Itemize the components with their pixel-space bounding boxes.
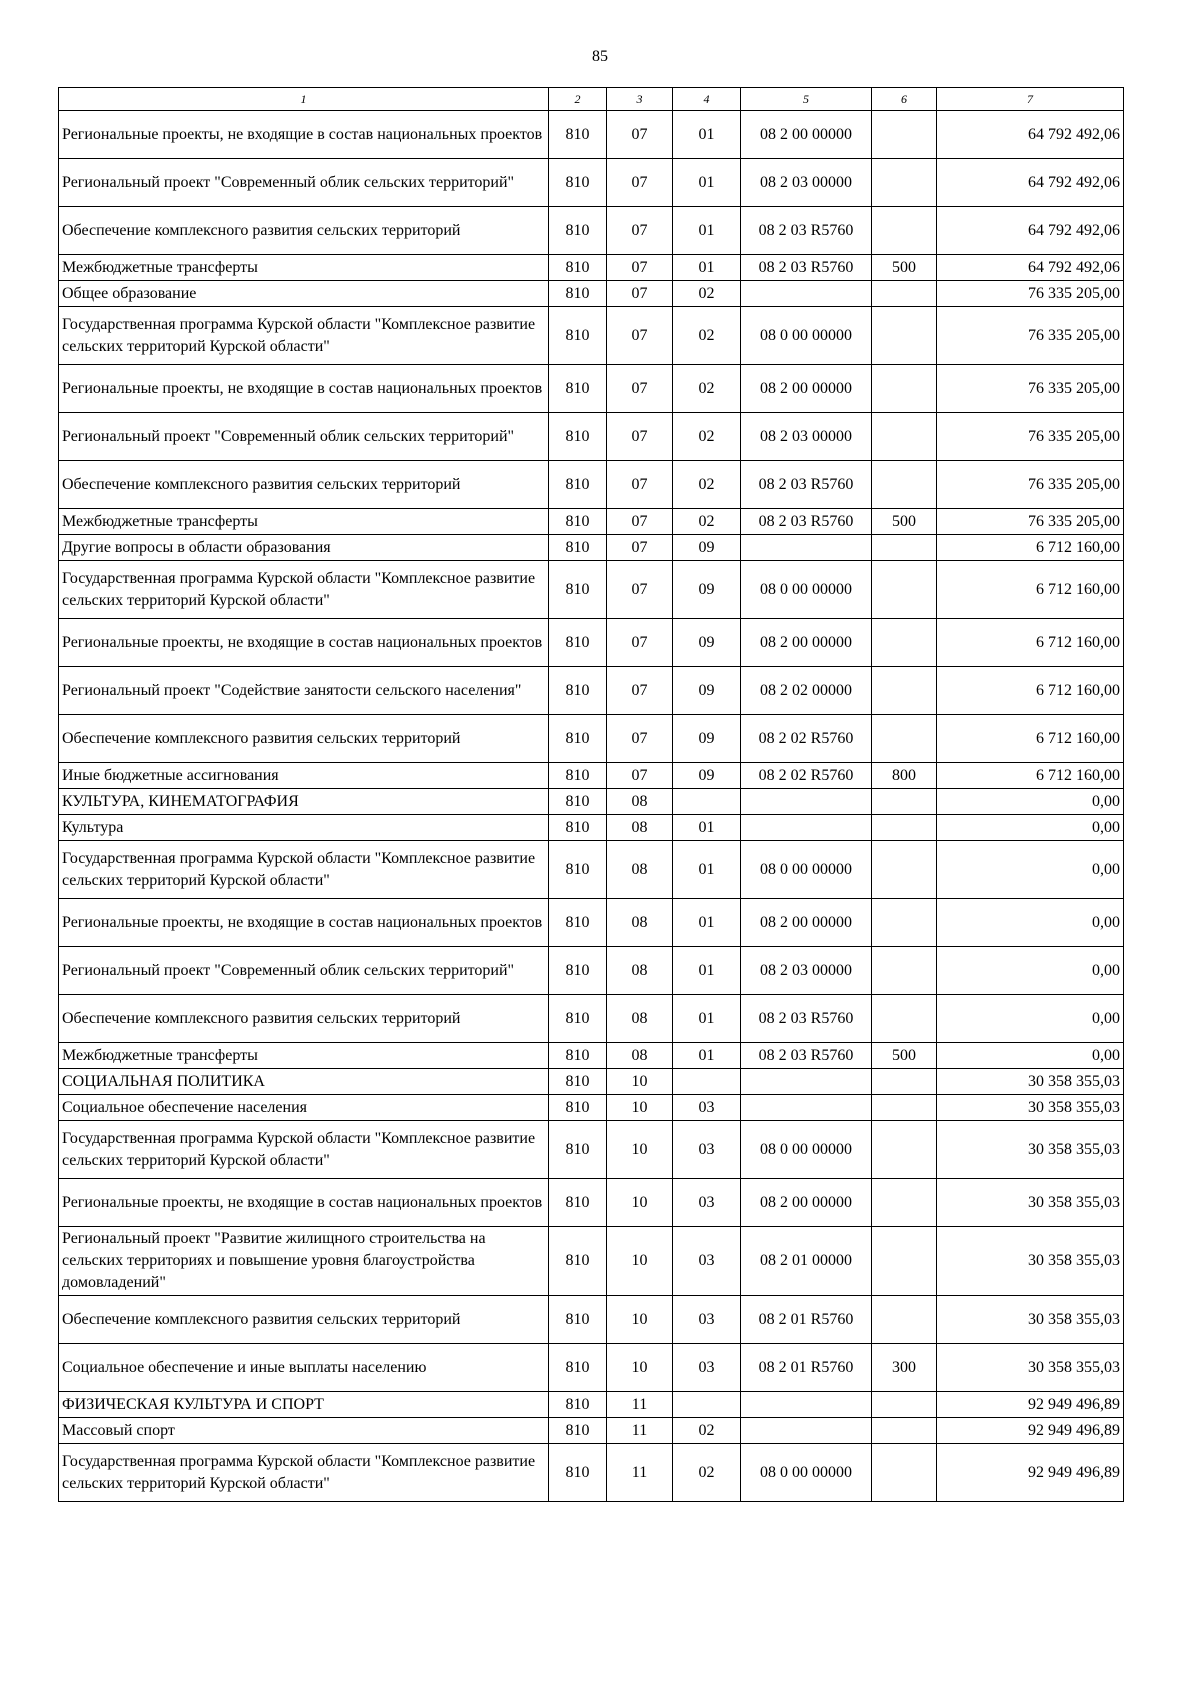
row-section: 10 bbox=[607, 1227, 673, 1296]
row-code-admin: 810 bbox=[549, 1296, 607, 1344]
table-row bbox=[59, 413, 1124, 461]
table-row bbox=[59, 281, 1124, 307]
budget-table bbox=[58, 87, 1124, 1502]
row-subsection: 03 bbox=[673, 1227, 741, 1296]
row-amount: 30 358 355,03 bbox=[937, 1344, 1124, 1392]
row-subsection: 01 bbox=[673, 841, 741, 899]
row-name: Региональный проект "Развитие жилищного строительства на сельских территориях и повышение уровня благоустройства домовладений" bbox=[59, 1227, 549, 1296]
row-section: 07 bbox=[607, 413, 673, 461]
row-target-article: 08 2 00 00000 bbox=[741, 1179, 872, 1227]
row-amount: 64 792 492,06 bbox=[937, 255, 1124, 281]
row-subsection: 01 bbox=[673, 1043, 741, 1069]
table-row bbox=[59, 1179, 1124, 1227]
row-expense-type bbox=[872, 899, 937, 947]
header-col-3: 3 bbox=[607, 88, 673, 111]
row-expense-type bbox=[872, 947, 937, 995]
table-row bbox=[59, 1043, 1124, 1069]
row-section: 10 bbox=[607, 1344, 673, 1392]
row-code-admin: 810 bbox=[549, 535, 607, 561]
row-amount: 76 335 205,00 bbox=[937, 307, 1124, 365]
table-row bbox=[59, 1444, 1124, 1502]
row-target-article bbox=[741, 1069, 872, 1095]
row-expense-type bbox=[872, 111, 937, 159]
row-subsection: 09 bbox=[673, 535, 741, 561]
header-col-7: 7 bbox=[937, 88, 1124, 111]
row-amount: 64 792 492,06 bbox=[937, 159, 1124, 207]
row-target-article: 08 2 00 00000 bbox=[741, 111, 872, 159]
row-amount: 76 335 205,00 bbox=[937, 413, 1124, 461]
row-amount: 76 335 205,00 bbox=[937, 365, 1124, 413]
row-name: Региональные проекты, не входящие в состав национальных проектов bbox=[59, 111, 549, 159]
row-expense-type bbox=[872, 715, 937, 763]
row-subsection: 02 bbox=[673, 281, 741, 307]
row-section: 07 bbox=[607, 461, 673, 509]
row-amount: 6 712 160,00 bbox=[937, 667, 1124, 715]
row-subsection: 02 bbox=[673, 461, 741, 509]
row-amount: 30 358 355,03 bbox=[937, 1069, 1124, 1095]
row-target-article: 08 2 00 00000 bbox=[741, 365, 872, 413]
table-row bbox=[59, 1344, 1124, 1392]
table-row bbox=[59, 667, 1124, 715]
table-row bbox=[59, 207, 1124, 255]
table-row bbox=[59, 461, 1124, 509]
row-amount: 6 712 160,00 bbox=[937, 619, 1124, 667]
row-amount: 92 949 496,89 bbox=[937, 1418, 1124, 1444]
row-name: Государственная программа Курской области "Комплексное развитие сельских территорий Курской области" bbox=[59, 841, 549, 899]
row-subsection: 01 bbox=[673, 207, 741, 255]
table-row bbox=[59, 1227, 1124, 1296]
row-name: Региональный проект "Современный облик сельских территорий" bbox=[59, 413, 549, 461]
row-name: Государственная программа Курской области "Комплексное развитие сельских территорий Курской области" bbox=[59, 561, 549, 619]
row-target-article bbox=[741, 815, 872, 841]
row-expense-type: 500 bbox=[872, 509, 937, 535]
row-code-admin: 810 bbox=[549, 1043, 607, 1069]
row-target-article: 08 2 02 00000 bbox=[741, 667, 872, 715]
row-target-article: 08 2 00 00000 bbox=[741, 619, 872, 667]
row-section: 08 bbox=[607, 789, 673, 815]
row-amount: 30 358 355,03 bbox=[937, 1121, 1124, 1179]
row-amount: 30 358 355,03 bbox=[937, 1095, 1124, 1121]
row-target-article: 08 2 03 R5760 bbox=[741, 207, 872, 255]
row-amount: 0,00 bbox=[937, 789, 1124, 815]
row-code-admin: 810 bbox=[549, 763, 607, 789]
row-name: Обеспечение комплексного развития сельских территорий bbox=[59, 207, 549, 255]
row-subsection: 01 bbox=[673, 255, 741, 281]
row-subsection: 01 bbox=[673, 899, 741, 947]
row-expense-type bbox=[872, 1227, 937, 1296]
row-section: 07 bbox=[607, 207, 673, 255]
row-name: Общее образование bbox=[59, 281, 549, 307]
row-amount: 6 712 160,00 bbox=[937, 715, 1124, 763]
row-target-article: 08 2 03 00000 bbox=[741, 413, 872, 461]
table-row bbox=[59, 619, 1124, 667]
row-name: ФИЗИЧЕСКАЯ КУЛЬТУРА И СПОРТ bbox=[59, 1392, 549, 1418]
row-subsection: 09 bbox=[673, 619, 741, 667]
table-row bbox=[59, 111, 1124, 159]
row-expense-type bbox=[872, 461, 937, 509]
row-section: 07 bbox=[607, 667, 673, 715]
row-code-admin: 810 bbox=[549, 1095, 607, 1121]
row-subsection: 02 bbox=[673, 413, 741, 461]
row-name: Государственная программа Курской области "Комплексное развитие сельских территорий Курской области" bbox=[59, 1444, 549, 1502]
row-code-admin: 810 bbox=[549, 111, 607, 159]
row-expense-type: 800 bbox=[872, 763, 937, 789]
row-subsection bbox=[673, 1392, 741, 1418]
table-header bbox=[59, 88, 1124, 111]
row-section: 10 bbox=[607, 1069, 673, 1095]
row-expense-type bbox=[872, 1296, 937, 1344]
row-code-admin: 810 bbox=[549, 841, 607, 899]
row-subsection: 02 bbox=[673, 365, 741, 413]
row-section: 08 bbox=[607, 1043, 673, 1069]
row-code-admin: 810 bbox=[549, 789, 607, 815]
table-row bbox=[59, 159, 1124, 207]
row-target-article: 08 2 03 R5760 bbox=[741, 995, 872, 1043]
row-section: 07 bbox=[607, 509, 673, 535]
row-name: Региональные проекты, не входящие в состав национальных проектов bbox=[59, 619, 549, 667]
row-expense-type bbox=[872, 1069, 937, 1095]
row-name: Обеспечение комплексного развития сельских территорий bbox=[59, 995, 549, 1043]
table-row bbox=[59, 947, 1124, 995]
row-amount: 0,00 bbox=[937, 841, 1124, 899]
row-name: Иные бюджетные ассигнования bbox=[59, 763, 549, 789]
row-amount: 64 792 492,06 bbox=[937, 207, 1124, 255]
table-row bbox=[59, 841, 1124, 899]
row-name: Обеспечение комплексного развития сельских территорий bbox=[59, 461, 549, 509]
row-expense-type bbox=[872, 1095, 937, 1121]
row-expense-type: 500 bbox=[872, 1043, 937, 1069]
row-target-article: 08 2 03 R5760 bbox=[741, 509, 872, 535]
row-target-article bbox=[741, 281, 872, 307]
table-row bbox=[59, 561, 1124, 619]
row-subsection: 03 bbox=[673, 1179, 741, 1227]
row-code-admin: 810 bbox=[549, 815, 607, 841]
row-expense-type: 300 bbox=[872, 1344, 937, 1392]
row-target-article: 08 2 01 R5760 bbox=[741, 1296, 872, 1344]
table-row bbox=[59, 365, 1124, 413]
row-section: 08 bbox=[607, 899, 673, 947]
row-expense-type bbox=[872, 1179, 937, 1227]
row-name: Культура bbox=[59, 815, 549, 841]
header-col-6: 6 bbox=[872, 88, 937, 111]
row-amount: 6 712 160,00 bbox=[937, 535, 1124, 561]
row-target-article bbox=[741, 1392, 872, 1418]
row-name: Региональный проект "Содействие занятости сельского населения" bbox=[59, 667, 549, 715]
row-expense-type bbox=[872, 159, 937, 207]
row-target-article: 08 2 03 R5760 bbox=[741, 255, 872, 281]
row-code-admin: 810 bbox=[549, 619, 607, 667]
table-row bbox=[59, 1095, 1124, 1121]
row-expense-type: 500 bbox=[872, 255, 937, 281]
row-target-article: 08 2 03 00000 bbox=[741, 947, 872, 995]
row-name: Социальное обеспечение населения bbox=[59, 1095, 549, 1121]
row-name: СОЦИАЛЬНАЯ ПОЛИТИКА bbox=[59, 1069, 549, 1095]
row-code-admin: 810 bbox=[549, 1418, 607, 1444]
table-row bbox=[59, 1392, 1124, 1418]
row-code-admin: 810 bbox=[549, 365, 607, 413]
row-name: Региональные проекты, не входящие в состав национальных проектов bbox=[59, 365, 549, 413]
row-target-article: 08 2 02 R5760 bbox=[741, 763, 872, 789]
row-code-admin: 810 bbox=[549, 995, 607, 1043]
table-body bbox=[59, 111, 1124, 1502]
row-subsection: 09 bbox=[673, 763, 741, 789]
row-section: 11 bbox=[607, 1444, 673, 1502]
row-code-admin: 810 bbox=[549, 1121, 607, 1179]
header-col-1: 1 bbox=[59, 88, 549, 111]
row-section: 08 bbox=[607, 841, 673, 899]
row-section: 07 bbox=[607, 255, 673, 281]
row-name: Обеспечение комплексного развития сельских территорий bbox=[59, 1296, 549, 1344]
row-amount: 0,00 bbox=[937, 995, 1124, 1043]
table-row bbox=[59, 307, 1124, 365]
row-section: 10 bbox=[607, 1179, 673, 1227]
row-expense-type bbox=[872, 1444, 937, 1502]
row-code-admin: 810 bbox=[549, 281, 607, 307]
row-target-article: 08 2 02 R5760 bbox=[741, 715, 872, 763]
row-expense-type bbox=[872, 995, 937, 1043]
row-target-article: 08 0 00 00000 bbox=[741, 561, 872, 619]
row-name: Межбюджетные трансферты bbox=[59, 509, 549, 535]
row-name: Региональный проект "Современный облик сельских территорий" bbox=[59, 947, 549, 995]
row-code-admin: 810 bbox=[549, 899, 607, 947]
row-code-admin: 810 bbox=[549, 715, 607, 763]
row-name: Обеспечение комплексного развития сельских территорий bbox=[59, 715, 549, 763]
row-section: 07 bbox=[607, 365, 673, 413]
row-code-admin: 810 bbox=[549, 1069, 607, 1095]
row-subsection: 02 bbox=[673, 307, 741, 365]
row-name: Межбюджетные трансферты bbox=[59, 1043, 549, 1069]
row-expense-type bbox=[872, 413, 937, 461]
row-target-article: 08 2 00 00000 bbox=[741, 899, 872, 947]
row-target-article bbox=[741, 1095, 872, 1121]
row-code-admin: 810 bbox=[549, 561, 607, 619]
row-expense-type bbox=[872, 1121, 937, 1179]
row-target-article: 08 2 01 00000 bbox=[741, 1227, 872, 1296]
row-expense-type bbox=[872, 815, 937, 841]
row-subsection: 01 bbox=[673, 111, 741, 159]
table-row bbox=[59, 1121, 1124, 1179]
row-section: 10 bbox=[607, 1121, 673, 1179]
row-code-admin: 810 bbox=[549, 509, 607, 535]
row-section: 07 bbox=[607, 159, 673, 207]
row-section: 07 bbox=[607, 307, 673, 365]
row-code-admin: 810 bbox=[549, 1227, 607, 1296]
row-expense-type bbox=[872, 1418, 937, 1444]
row-amount: 76 335 205,00 bbox=[937, 509, 1124, 535]
row-name: Региональные проекты, не входящие в состав национальных проектов bbox=[59, 1179, 549, 1227]
header-col-4: 4 bbox=[673, 88, 741, 111]
row-name: Региональные проекты, не входящие в состав национальных проектов bbox=[59, 899, 549, 947]
row-amount: 0,00 bbox=[937, 815, 1124, 841]
row-subsection: 09 bbox=[673, 561, 741, 619]
row-section: 11 bbox=[607, 1418, 673, 1444]
header-row bbox=[59, 88, 1124, 111]
row-target-article: 08 0 00 00000 bbox=[741, 1121, 872, 1179]
row-amount: 30 358 355,03 bbox=[937, 1179, 1124, 1227]
row-code-admin: 810 bbox=[549, 1344, 607, 1392]
row-expense-type bbox=[872, 789, 937, 815]
row-amount: 6 712 160,00 bbox=[937, 561, 1124, 619]
table-row bbox=[59, 815, 1124, 841]
table-row bbox=[59, 763, 1124, 789]
row-name: Региональный проект "Современный облик сельских территорий" bbox=[59, 159, 549, 207]
row-subsection: 03 bbox=[673, 1344, 741, 1392]
row-amount: 76 335 205,00 bbox=[937, 281, 1124, 307]
row-target-article: 08 2 01 R5760 bbox=[741, 1344, 872, 1392]
row-code-admin: 810 bbox=[549, 307, 607, 365]
row-subsection bbox=[673, 789, 741, 815]
row-target-article: 08 2 03 R5760 bbox=[741, 1043, 872, 1069]
row-section: 07 bbox=[607, 111, 673, 159]
row-amount: 30 358 355,03 bbox=[937, 1296, 1124, 1344]
header-col-2: 2 bbox=[549, 88, 607, 111]
row-expense-type bbox=[872, 1392, 937, 1418]
row-subsection bbox=[673, 1069, 741, 1095]
row-section: 10 bbox=[607, 1296, 673, 1344]
row-amount: 76 335 205,00 bbox=[937, 461, 1124, 509]
row-amount: 0,00 bbox=[937, 947, 1124, 995]
table-row bbox=[59, 255, 1124, 281]
row-subsection: 09 bbox=[673, 715, 741, 763]
row-section: 11 bbox=[607, 1392, 673, 1418]
row-amount: 64 792 492,06 bbox=[937, 111, 1124, 159]
row-amount: 6 712 160,00 bbox=[937, 763, 1124, 789]
row-expense-type bbox=[872, 561, 937, 619]
row-target-article bbox=[741, 1418, 872, 1444]
row-code-admin: 810 bbox=[549, 159, 607, 207]
row-subsection: 02 bbox=[673, 509, 741, 535]
row-subsection: 02 bbox=[673, 1418, 741, 1444]
row-code-admin: 810 bbox=[549, 1444, 607, 1502]
row-section: 07 bbox=[607, 561, 673, 619]
table-row bbox=[59, 789, 1124, 815]
row-code-admin: 810 bbox=[549, 947, 607, 995]
row-amount: 30 358 355,03 bbox=[937, 1227, 1124, 1296]
row-name: КУЛЬТУРА, КИНЕМАТОГРАФИЯ bbox=[59, 789, 549, 815]
row-section: 10 bbox=[607, 1095, 673, 1121]
row-amount: 92 949 496,89 bbox=[937, 1392, 1124, 1418]
row-subsection: 01 bbox=[673, 159, 741, 207]
row-name: Другие вопросы в области образования bbox=[59, 535, 549, 561]
row-section: 08 bbox=[607, 815, 673, 841]
row-subsection: 03 bbox=[673, 1296, 741, 1344]
table-row bbox=[59, 1069, 1124, 1095]
row-expense-type bbox=[872, 281, 937, 307]
row-code-admin: 810 bbox=[549, 255, 607, 281]
row-subsection: 03 bbox=[673, 1095, 741, 1121]
row-target-article bbox=[741, 789, 872, 815]
row-section: 07 bbox=[607, 535, 673, 561]
header-col-5: 5 bbox=[741, 88, 872, 111]
row-expense-type bbox=[872, 619, 937, 667]
table-row bbox=[59, 535, 1124, 561]
row-code-admin: 810 bbox=[549, 413, 607, 461]
row-code-admin: 810 bbox=[549, 1179, 607, 1227]
table-row bbox=[59, 1418, 1124, 1444]
row-subsection: 03 bbox=[673, 1121, 741, 1179]
row-subsection: 01 bbox=[673, 815, 741, 841]
row-expense-type bbox=[872, 841, 937, 899]
row-subsection: 01 bbox=[673, 995, 741, 1043]
table-row bbox=[59, 1296, 1124, 1344]
row-section: 07 bbox=[607, 715, 673, 763]
row-target-article: 08 0 00 00000 bbox=[741, 1444, 872, 1502]
row-section: 08 bbox=[607, 995, 673, 1043]
row-name: Социальное обеспечение и иные выплаты населению bbox=[59, 1344, 549, 1392]
row-name: Государственная программа Курской области "Комплексное развитие сельских территорий Курской области" bbox=[59, 307, 549, 365]
row-code-admin: 810 bbox=[549, 667, 607, 715]
row-code-admin: 810 bbox=[549, 1392, 607, 1418]
row-target-article: 08 2 03 00000 bbox=[741, 159, 872, 207]
row-subsection: 02 bbox=[673, 1444, 741, 1502]
row-section: 08 bbox=[607, 947, 673, 995]
row-expense-type bbox=[872, 207, 937, 255]
row-target-article: 08 0 00 00000 bbox=[741, 841, 872, 899]
row-amount: 0,00 bbox=[937, 899, 1124, 947]
row-target-article: 08 0 00 00000 bbox=[741, 307, 872, 365]
row-subsection: 01 bbox=[673, 947, 741, 995]
row-amount: 0,00 bbox=[937, 1043, 1124, 1069]
row-expense-type bbox=[872, 667, 937, 715]
row-section: 07 bbox=[607, 281, 673, 307]
row-subsection: 09 bbox=[673, 667, 741, 715]
row-code-admin: 810 bbox=[549, 207, 607, 255]
table-row bbox=[59, 715, 1124, 763]
row-section: 07 bbox=[607, 763, 673, 789]
row-code-admin: 810 bbox=[549, 461, 607, 509]
row-amount: 92 949 496,89 bbox=[937, 1444, 1124, 1502]
row-name: Межбюджетные трансферты bbox=[59, 255, 549, 281]
row-name: Массовый спорт bbox=[59, 1418, 549, 1444]
table-row bbox=[59, 995, 1124, 1043]
row-name: Государственная программа Курской области "Комплексное развитие сельских территорий Курской области" bbox=[59, 1121, 549, 1179]
page-number: 85 bbox=[592, 48, 608, 65]
row-target-article bbox=[741, 535, 872, 561]
row-expense-type bbox=[872, 535, 937, 561]
table-row bbox=[59, 899, 1124, 947]
row-section: 07 bbox=[607, 619, 673, 667]
table-row bbox=[59, 509, 1124, 535]
row-expense-type bbox=[872, 365, 937, 413]
row-expense-type bbox=[872, 307, 937, 365]
row-target-article: 08 2 03 R5760 bbox=[741, 461, 872, 509]
